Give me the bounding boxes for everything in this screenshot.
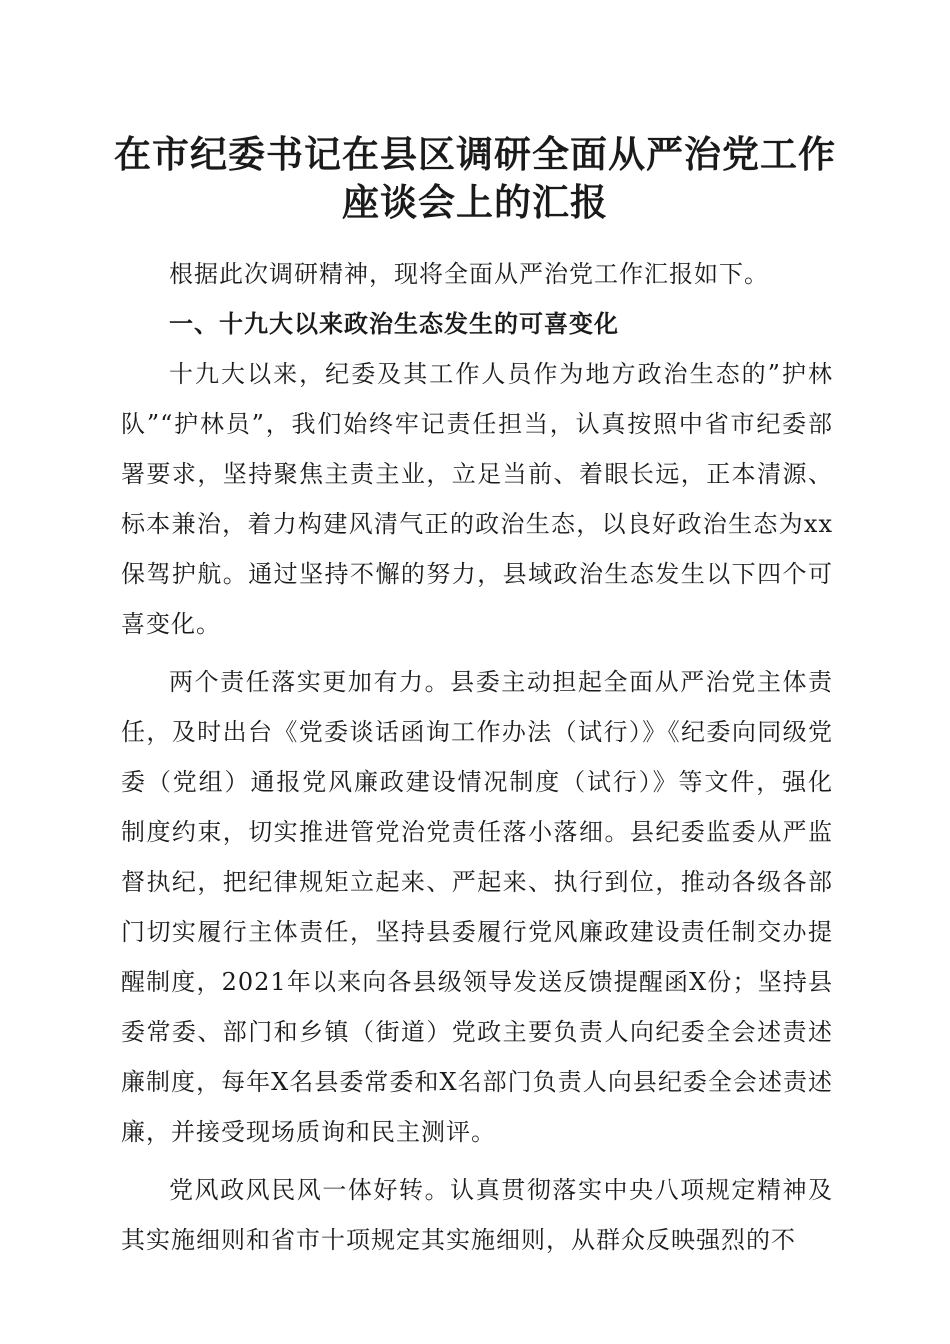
document-body bbox=[121, 249, 833, 1265]
paragraph-overview: 十九大以来，纪委及其工作人员作为地方政治生态的”护林队”“护林员”，我们始终牢记责任担当，认真按照中省市纪委部署要求，坚持聚焦主责主业，立足当前、着眼长远，正本清源、标本兼治，着力构建风清气正的政治生态，以良好政治生态为xx保驾护航。通过坚持不懈的努力，县域政治生态发生以下四个可喜变化。 bbox=[121, 360, 833, 638]
paragraph-conduct: 党风政风民风一体好转。认真贯彻落实中央八项规定精神及其实施细则和省市十项规定其实施细则，从群众反映强烈的不 bbox=[121, 1176, 833, 1254]
section-heading: 一、十九大以来政治生态发生的可喜变化 bbox=[169, 310, 619, 338]
paragraph-responsibility: 两个责任落实更加有力。县委主动担起全面从严治党主体责任，及时出台《党委谈话函询工作办法（试行）》《纪委向同级党委（党组）通报党风廉政建设情况制度（试行）》等文件，强化制度约束，切实推进管党治党责任落小落细。县纪委监委从严监督执纪，把纪律规矩立起来、严起来、执行到位，推动各级各部门切实履行主体责任，坚持县委履行党风廉政建设责任制交办提醒制度，2021年以来向各县级领导发送反馈提醒函X份；坚持县委常委、部门和乡镇（街道）党政主要负责人向纪委全会述责述廉制度，每年X名县委常委和X名部门负责人向县纪委全会述责述廉，并接受现场质询和民主测评。 bbox=[121, 668, 833, 1146]
intro-paragraph: 根据此次调研精神，现将全面从严治党工作汇报如下。 bbox=[169, 260, 769, 288]
document-title: 在市纪委书记在县区调研全面从严治党工作座谈会上的汇报 bbox=[114, 132, 836, 224]
